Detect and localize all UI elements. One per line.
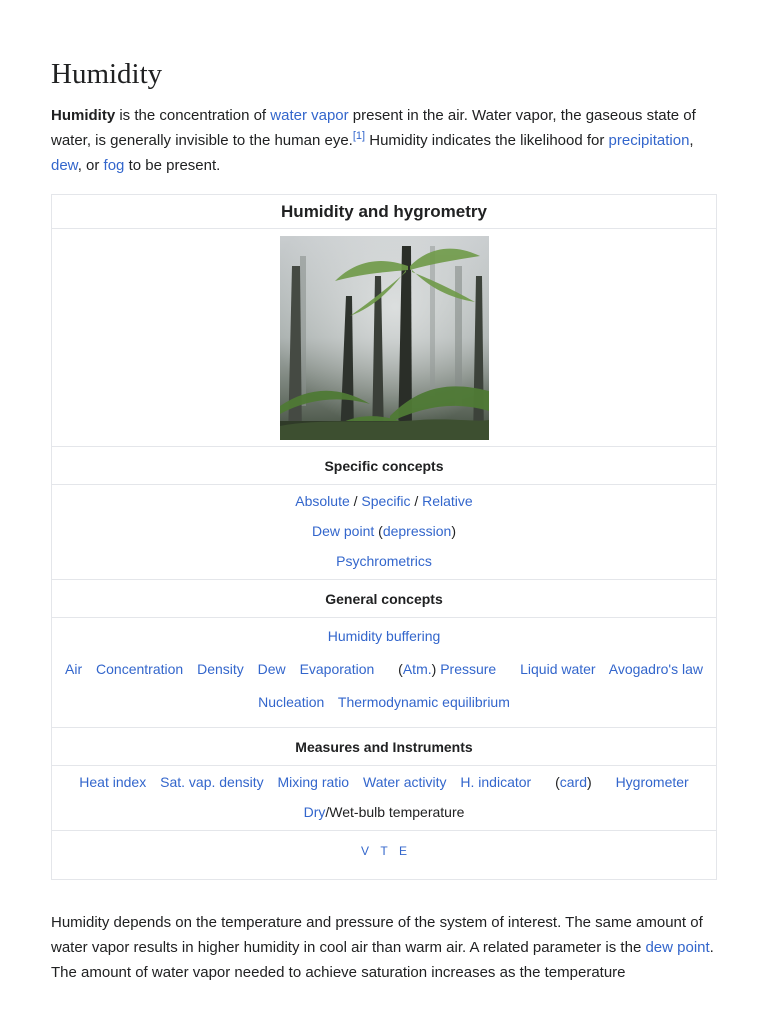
list-line	[52, 620, 716, 653]
link-mixing-ratio[interactable]: Mixing ratio	[277, 774, 350, 790]
intro-text: , or	[77, 157, 104, 174]
specific-concepts-list	[52, 485, 716, 580]
link-relative[interactable]: Relative	[422, 493, 473, 509]
link-evaporation[interactable]: Evaporation	[299, 661, 375, 677]
link-edit-template[interactable]: E	[399, 844, 408, 858]
link-depression[interactable]: depression	[382, 523, 452, 539]
intro-text: ,	[689, 132, 694, 149]
paragraph-text: . The amount of water vapor needed to achieve saturation increases as the temperature	[51, 939, 714, 981]
reference-1[interactable]: [1]	[352, 130, 366, 142]
link-h-indicator[interactable]: H. indicator	[460, 774, 532, 790]
link-dew[interactable]: dew	[51, 157, 78, 174]
list-line	[52, 546, 716, 576]
link-precipitation[interactable]: precipitation	[608, 132, 690, 149]
link-fog[interactable]: fog	[103, 157, 125, 174]
cloud-forest-photo[interactable]	[280, 236, 489, 440]
link-hygrometer[interactable]: Hygrometer	[615, 774, 689, 790]
link-dew-point-article[interactable]: dew point	[645, 939, 710, 956]
paren-open: (	[555, 774, 560, 790]
second-paragraph	[51, 910, 718, 985]
link-humidity-buffering[interactable]: Humidity buffering	[327, 628, 441, 644]
link-sat-vap-density[interactable]: Sat. vap. density	[160, 774, 264, 790]
list-line	[52, 486, 716, 516]
link-air[interactable]: Air	[65, 661, 83, 677]
paragraph-text: Humidity depends on the temperature and pressure of the system of interest. The same amount of water vapor results in higher humidity in cool air than warm air. A related parameter is the	[51, 914, 703, 956]
intro-text: present in the air. Water vapor, the gaseous state of water, is generally invisible to the human eye.	[51, 107, 696, 149]
link-liquid-water[interactable]: Liquid water	[520, 661, 596, 677]
paren-close: )	[587, 774, 592, 790]
list-line	[52, 767, 716, 797]
intro-text: Humidity indicates the likelihood for	[365, 132, 609, 149]
infobox-image-row	[52, 229, 716, 447]
paren-close: )	[431, 661, 437, 677]
specific-concepts-heading: Specific concepts	[52, 447, 716, 485]
link-atm[interactable]: Atm.	[402, 661, 432, 677]
link-psychrometrics[interactable]: Psychrometrics	[336, 553, 432, 569]
link-dew-general[interactable]: Dew	[257, 661, 286, 677]
general-concepts-heading: General concepts	[52, 580, 716, 618]
intro-text: is the concentration of	[115, 107, 271, 124]
link-density[interactable]: Density	[197, 661, 244, 677]
intro-paragraph	[51, 103, 718, 178]
general-concepts-list	[52, 618, 716, 728]
link-card[interactable]: card	[559, 774, 587, 790]
link-view-template[interactable]: V	[360, 844, 369, 858]
link-water-vapor[interactable]: water vapor	[270, 107, 349, 124]
vte-navbox-links	[52, 831, 716, 879]
link-dry[interactable]: Dry	[303, 804, 326, 820]
link-talk-template[interactable]: T	[380, 844, 388, 858]
intro-text: to be present.	[124, 157, 221, 174]
page-title: Humidity	[51, 58, 163, 90]
list-line	[52, 653, 716, 686]
link-absolute[interactable]: Absolute	[295, 493, 350, 509]
paren-close: )	[451, 523, 456, 539]
link-concentration[interactable]: Concentration	[96, 661, 184, 677]
link-pressure[interactable]: Pressure	[440, 661, 497, 677]
link-avogadros-law[interactable]: Avogadro's law	[608, 661, 703, 677]
link-water-activity[interactable]: Water activity	[363, 774, 447, 790]
paren-open: (	[398, 661, 403, 677]
list-line	[52, 797, 716, 827]
list-line	[52, 516, 716, 546]
intro-bold-term: Humidity	[51, 107, 116, 124]
infobox-title: Humidity and hygrometry	[52, 195, 716, 229]
link-thermodynamic-equilibrium[interactable]: Thermodynamic equilibrium	[337, 694, 510, 710]
link-specific[interactable]: Specific	[361, 493, 411, 509]
separator: /	[353, 493, 358, 509]
separator: /	[414, 493, 419, 509]
list-line	[52, 686, 716, 719]
link-nucleation[interactable]: Nucleation	[258, 694, 325, 710]
paren-open: (	[378, 523, 383, 539]
wet-bulb-text: /Wet-bulb temperature	[325, 804, 465, 820]
infobox	[51, 194, 717, 880]
link-dew-point[interactable]: Dew point	[312, 523, 375, 539]
link-heat-index[interactable]: Heat index	[79, 774, 147, 790]
measures-heading: Measures and Instruments	[52, 728, 716, 766]
measures-list	[52, 766, 716, 831]
